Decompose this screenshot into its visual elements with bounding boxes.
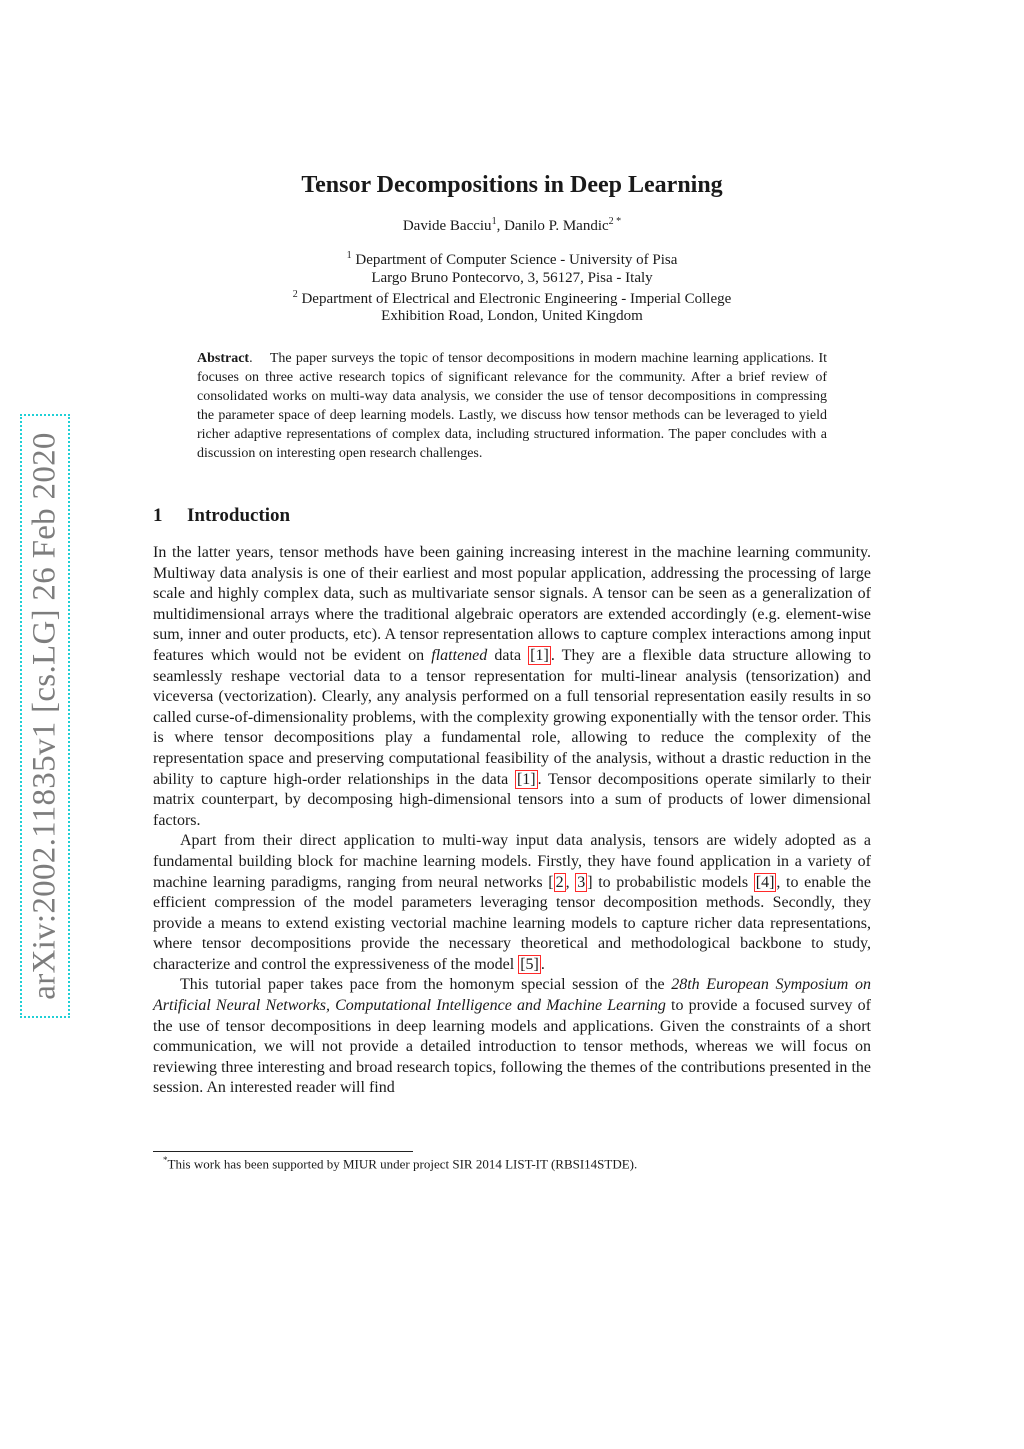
affiliation-text: Department of Electrical and Electronic Engineering - Imperial College bbox=[301, 291, 732, 307]
paper-title: Tensor Decompositions in Deep Learning bbox=[301, 172, 723, 198]
text-run: , to enable the efficient compression of the model parameters leveraging tensor decomposition methods. Secondly, they provide a means to extend existing vectorial machine learning models to capture richer data representations, where tensor decompositions provide the necessary theoretical and methodological backbone to study, characterize and control the expressiveness of the model bbox=[153, 873, 872, 973]
affiliation-2-line-2: Exhibition Road, London, United Kingdom bbox=[381, 308, 643, 324]
footnote bbox=[163, 1155, 637, 1172]
text-run: In the latter years, tensor methods have been gaining increasing interest in the machine learning community. Multiway data analysis is one of their earliest and most popular application, addressing the processing of large scale and highly complex data, such as multivariate sensor signals. A tensor can be seen as a generalization of multidimensional arrays where the traditional algebraic operators are extended accordingly (e.g. element-wise sum, inner and outer products, etc). A tensor representation allows to capture complex interactions among input features which would not be evident on bbox=[153, 544, 871, 664]
text-run: to provide a focused survey of the use of tensor decompositions in deep learning models and applications. Given the constraints of a short communication, we will not provide a detailed introduction to tensor methods, whereas we will focus on reviewing three interesting and broad research topics, following the themes of the contributions presented in the session. An interested reader will find bbox=[153, 997, 871, 1097]
abstract: Abstract. The paper surveys the topic of tensor decompositions in modern machine learning applications. It focuses on three active research topics of significant relevance for the community. After a brief review of consolidated works on multi-way data analysis, we consider the use of tensor decompositions in compressing the parameter space of deep learning models. Lastly, we discuss how tensor methods can be leveraged to yield richer adaptive representations of complex data, including structured information. The paper concludes with a discussion on interesting open research challenges. bbox=[197, 351, 828, 461]
affiliation-mark: 2 bbox=[292, 289, 298, 300]
affiliation-2-line-1 bbox=[0, 289, 1024, 308]
arxiv-id: arXiv:2002.11835v1 [cs.LG] 26 Feb 2020 bbox=[26, 432, 63, 1000]
paragraph-3 bbox=[153, 975, 871, 1099]
text-run: This tutorial paper takes pace from the homonym special session of the bbox=[180, 976, 672, 994]
affiliation-mark: 2 bbox=[608, 216, 614, 227]
affiliation-mark: 1 bbox=[491, 216, 497, 227]
affiliation-text: Department of Computer Science - University of Pisa bbox=[355, 252, 678, 268]
footnote-mark: * bbox=[613, 216, 622, 227]
footnote-text: This work has been supported by MIUR under project SIR 2014 LIST-IT (RBSI14STDE). bbox=[167, 1156, 638, 1172]
author-name: Davide Bacciu bbox=[402, 218, 492, 234]
author-separator: , bbox=[496, 218, 505, 234]
abstract-label: Abstract bbox=[197, 351, 250, 366]
affiliation-1-line-2: Largo Bruno Pontecorvo, 3, 56127, Pisa - Italy bbox=[371, 270, 653, 286]
body-text bbox=[153, 543, 871, 1099]
citation-separator: , bbox=[565, 873, 576, 891]
citation-link[interactable]: [4] bbox=[755, 873, 775, 891]
footnote-rule bbox=[153, 1151, 413, 1152]
affiliation-mark: 1 bbox=[346, 250, 352, 261]
citation-link[interactable]: [1] bbox=[516, 770, 536, 788]
section-title: Introduction bbox=[187, 505, 291, 526]
citation-link[interactable]: [1] bbox=[530, 646, 549, 664]
paragraph-2 bbox=[153, 831, 871, 975]
footnote-mark: * bbox=[163, 1155, 168, 1165]
author-name: Danilo P. Mandic bbox=[504, 218, 609, 234]
emphasis: 28th European Symposium on Artificial Neural Networks, Computational Intelligence and Machine Learning bbox=[153, 976, 871, 1015]
text-run: data bbox=[487, 646, 529, 664]
text-run: . Tensor decompositions operate similarly to their matrix counterpart, by decomposing high-dimensional tensors into a sum of products of lower dimensional factors. bbox=[153, 770, 872, 829]
citation-bracket: ] bbox=[587, 873, 593, 891]
emphasis: flattened bbox=[431, 646, 488, 664]
citation-bracket: [ bbox=[548, 873, 554, 891]
text-run: . They are a flexible data structure allowing to seamlessly reshape vectorial data to a tensor representation for multi-linear analysis (tensorization) and viceversa (vectorization). Clearly, any analysis performed on a full tensorial representation easily results in so called curse-of-dimensionality problems, with the complexity growing exponentially with the tensor order. This is where tensor decompositions play a fundamental role, allowing to reduce the complexity of the representation space and preserving computational feasibility of the analysis, without a drastic reduction in the ability to capture high-order relationships in the data bbox=[153, 646, 871, 788]
arxiv-stamp bbox=[20, 414, 70, 1018]
abstract-text: The paper surveys the topic of tensor decompositions in modern machine learning applications. It focuses on three active research topics of significant relevance for the community. After a brief review of consolidated works on multi-way data analysis, we consider the use of tensor decompositions in compressing the parameter space of deep learning models. Lastly, we discuss how tensor methods can be leveraged to yield richer adaptive representations of complex data, including structured information. The paper concludes with a discussion on interesting open research challenges. bbox=[197, 351, 828, 461]
text-run: Apart from their direct application to multi-way input data analysis, tensors are widely adopted as a fundamental building block for machine learning models. Firstly, they have found application in a variety of machine learning paradigms, ranging from neural networks bbox=[153, 832, 871, 891]
paragraph-1 bbox=[153, 543, 871, 831]
citation-link[interactable]: 2 bbox=[555, 873, 564, 891]
citation-link[interactable]: 3 bbox=[577, 873, 586, 891]
text-run: to probabilistic models bbox=[592, 873, 754, 891]
section-heading bbox=[153, 505, 290, 527]
section-number: 1 bbox=[153, 505, 163, 526]
affiliation-1-line-1 bbox=[0, 250, 1024, 269]
citation-link[interactable]: [5] bbox=[520, 955, 539, 973]
author-line bbox=[0, 216, 1024, 235]
text-run: . bbox=[540, 955, 545, 973]
